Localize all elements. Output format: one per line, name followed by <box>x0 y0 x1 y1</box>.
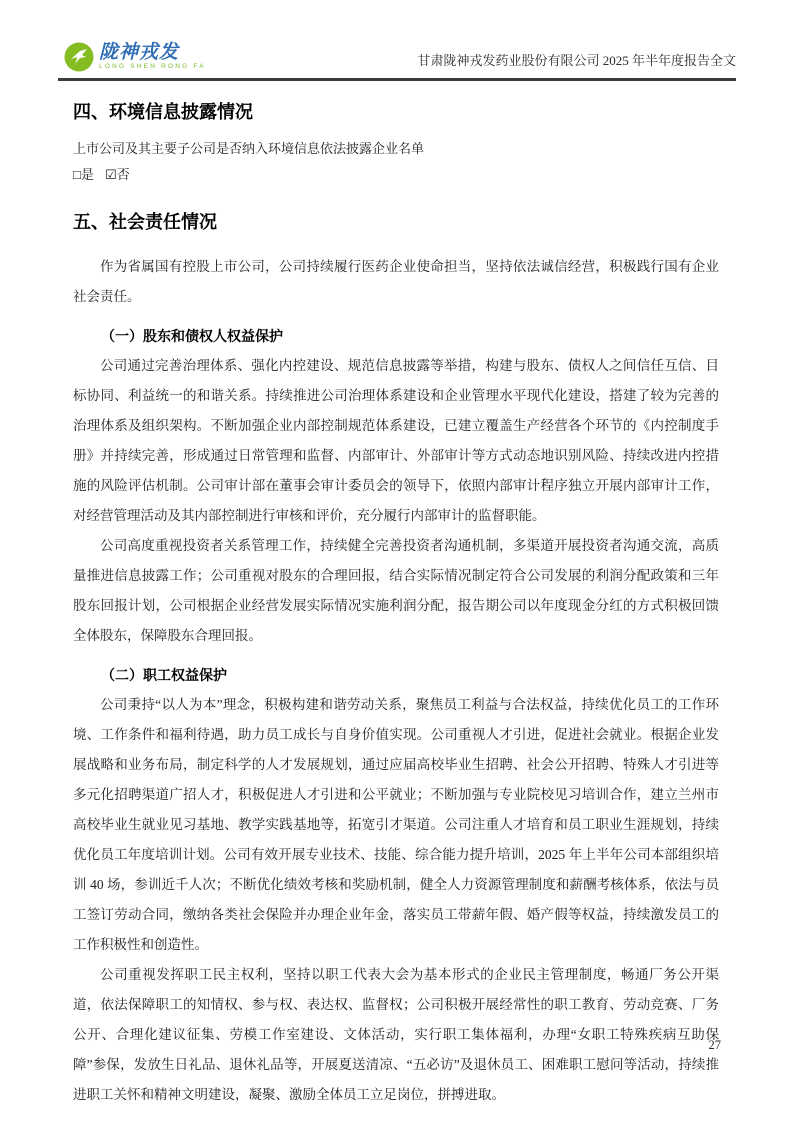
subsection-2-paragraph-2: 公司重视发挥职工民主权利，坚持以职工代表大会为基本形式的企业民主管理制度，畅通厂务公开渠道，依法保障职工的知情权、参与权、表达权、监督权；公司积极开展经常性的职工教育、劳动竞赛、厂务公开、合理化建议征集、劳模工作室建设、文体活动，实行职工集体福利，办理“女职工特殊疾病互助保障”参保，发放生日礼品、退休礼品等，开展夏送清凉、“五必访”及退休员工、困难职工慰问等活动，持续推进职工关怀和精神文明建设，凝聚、激励全体员工立足岗位，拼搏进取。 <box>73 967 719 1102</box>
env-disclosure-answer <box>73 162 719 188</box>
subsection-2-heading: （二）职工权益保护 <box>101 667 227 683</box>
env-disclosure-question: 上市公司及其主要子公司是否纳入环境信息依法披露企业名单 <box>73 141 425 156</box>
document-body <box>73 99 719 1110</box>
section-5-heading: 五、社会责任情况 <box>73 212 217 232</box>
company-logo <box>58 42 206 72</box>
logo-name-cn: 陇神戎发 <box>99 42 180 64</box>
subsection-1-paragraph-1: 公司通过完善治理体系、强化内控建设、规范信息披露等举措，构建与股东、债权人之间信任互信、目标协同、利益统一的和谐关系。持续推进公司治理体系建设和企业管理水平现代化建设，搭建了较为完善的治理体系及组织架构。不断加强企业内部控制规范体系建设，已建立覆盖生产经营各个环节的《内控制度手册》并持续完善，形成通过日常管理和监督、内部审计、外部审计等方式动态地识别风险、持续改进内控措施的风险评估机制。公司审计部在董事会审计委员会的领导下，依照内部审计程序独立开展内部审计工作，对经营管理活动及其内部控制进行审核和评价，充分履行内部审计的监督职能。 <box>73 358 719 523</box>
subsection-1-heading: （一）股东和债权人权益保护 <box>101 328 283 344</box>
checkbox-no-checked: ☑否 <box>105 167 130 182</box>
section-5-intro-paragraph: 作为省属国有控股上市公司，公司持续履行医药企业使命担当，坚持依法诚信经营，积极践行国有企业社会责任。 <box>73 259 719 304</box>
subsection-2-paragraph-1: 公司秉持“以人为本”理念，积极构建和谐劳动关系，聚焦员工利益与合法权益，持续优化员工的工作环境、工作条件和福利待遇，助力员工成长与自身价值实现。公司重视人才引进，促进社会就业。根据企业发展战略和业务布局，制定科学的人才发展规划，通过应届高校毕业生招聘、社会公开招聘、特殊人才引进等多元化招聘渠道广招人才，积极促进人才引进和公平就业；不断加强与专业院校见习培训合作，建立兰州市高校毕业生就业见习基地、教学实践基地等，拓宽引才渠道。公司注重人才培育和员工职业生涯规划，持续优化员工年度培训计划。公司有效开展专业技术、技能、综合能力提升培训，2025 年上半年公司本部组织培训 40 场，参训近千人次；不断优化绩效考核和奖励机制，健全人力资源管理制度和薪酬考核体系，依法与员工签订劳动合同，缴纳各类社会保险并办理企业年金，落实员工带薪年假、婚产假等权益，持续激发员工的工作积极性和创造性。 <box>73 697 719 952</box>
company-logo-icon <box>64 42 94 72</box>
company-logo-text <box>99 43 206 71</box>
logo-name-en: LONG SHEN RONG FA <box>99 63 206 71</box>
document-title: 甘肃陇神戎发药业股份有限公司 2025 年半年度报告全文 <box>417 53 736 68</box>
subsection-1-paragraph-2: 公司高度重视投资者关系管理工作，持续健全完善投资者沟通机制，多渠道开展投资者沟通交流，高质量推进信息披露工作；公司重视对股东的合理回报，结合实际情况制定符合公司发展的利润分配政策和三年股东回报计划，公司根据企业经营发展实际情况实施利润分配，报告期公司以年度现金分红的方式积极回馈全体股东，保障股东合理回报。 <box>73 538 719 643</box>
section-4-heading: 四、环境信息披露情况 <box>73 102 253 122</box>
page-header <box>58 42 736 81</box>
checkbox-yes: □是 <box>73 167 94 182</box>
page-number: 27 <box>708 1038 721 1052</box>
